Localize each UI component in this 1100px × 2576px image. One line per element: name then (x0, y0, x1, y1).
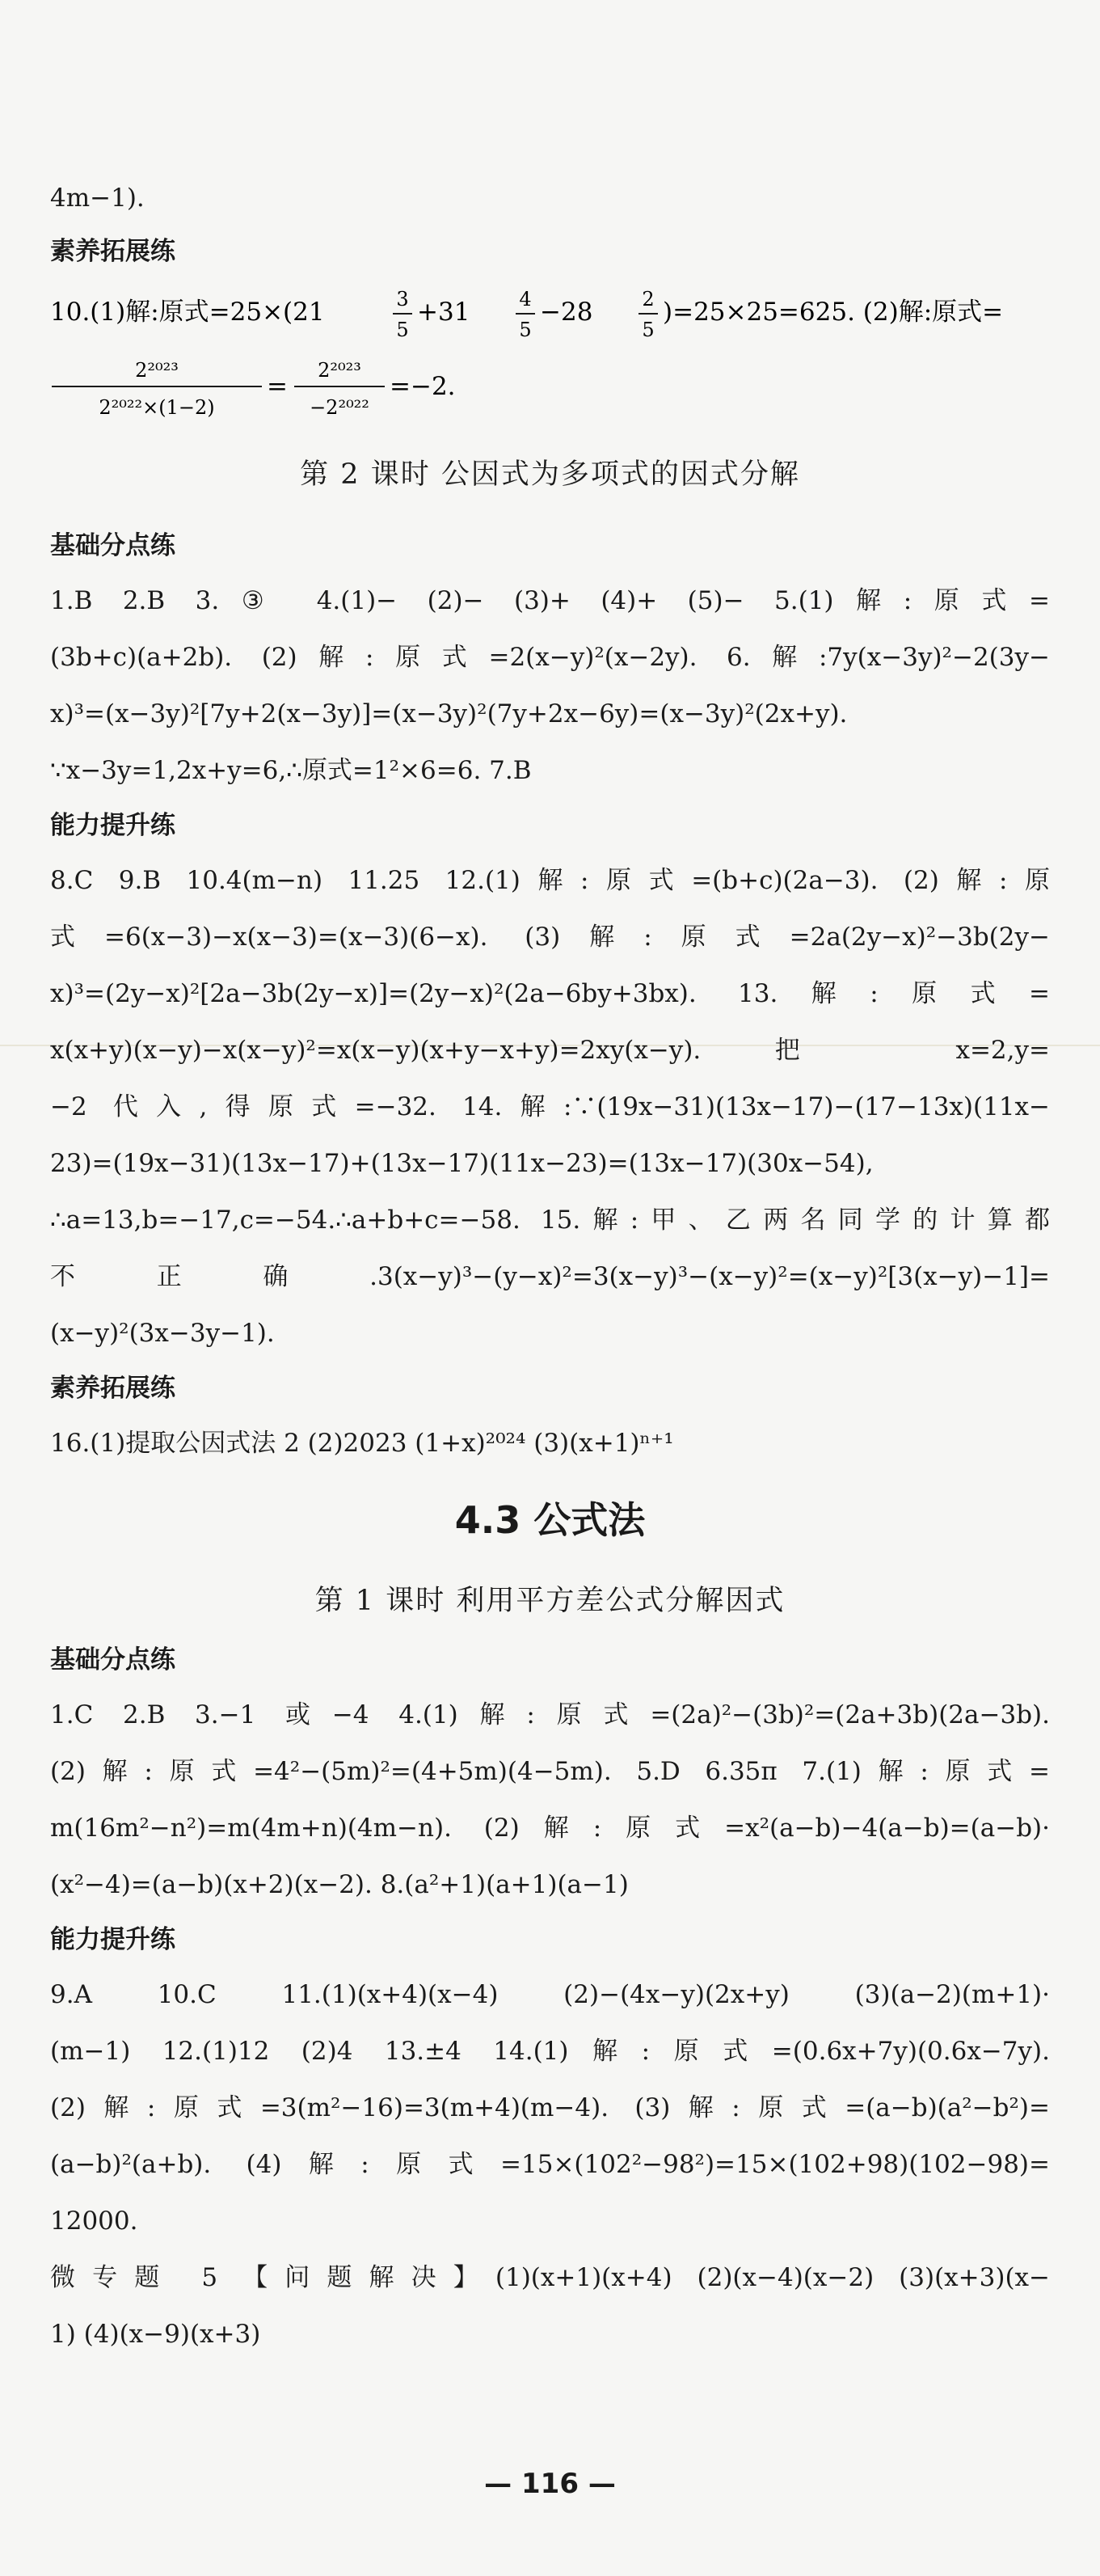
section-heading-jichu-2: 基础分点练 (50, 1645, 175, 1674)
jichu-answers-1 (50, 572, 1050, 799)
answer-line: (2)解:原式=3(m²−16)=3(m+4)(m−4). (3)解:原式=(a−b)(a²−b²)= (50, 2093, 1050, 2122)
nengli-answers-2 (50, 1966, 1050, 2249)
answer-line: 1) (4)(x−9)(x+3) (50, 2320, 261, 2349)
answer-line: ∵x−3y=1,2x+y=6,∴原式=1²×6=6. 7.B (50, 756, 532, 785)
q10-formula (50, 278, 1050, 349)
section-heading-suyang-2: 素养拓展练 (50, 1374, 175, 1403)
q10-eq: = (267, 372, 288, 401)
lesson-title-2: 第 2 课时 公因式为多项式的因式分解 (300, 458, 800, 491)
q10-fracB-den: −2²⁰²² (310, 396, 369, 419)
chapter-title: 4.3 公式法 (454, 1498, 646, 1542)
q10-line1 (50, 278, 1050, 349)
q10-text3: −28 (540, 298, 593, 327)
q10-fracA-num: 2²⁰²³ (135, 359, 179, 382)
jichu-answers-2 (50, 1687, 1050, 1913)
answer-line: 23)=(19x−31)(13x−17)+(13x−17)(11x−23)=(13x−17)(30x−54), (50, 1149, 874, 1178)
answer-line: (2)解:原式=4²−(5m)²=(4+5m)(4−5m). 5.D 6.35π 7.(1)解:原式= (50, 1757, 1050, 1786)
q10-frac1-den: 5 (396, 319, 409, 341)
page-number: — 116 — (484, 2468, 616, 2500)
q10-text1: 10.(1)解:原式=25×(21 (50, 298, 325, 327)
answer-line: m(16m²−n²)=m(4m+n)(4m−n). (2)解:原式=x²(a−b)−4(a−b)=(a−b)· (50, 1814, 1050, 1843)
answer-line: x(x+y)(x−y)−x(x−y)²=x(x−y)(x+y−x+y)=2xy(x−y).把 x=2,y= (50, 1036, 1050, 1065)
answer-line: (m−1) 12.(1)12 (2)4 13.±4 14.(1)解:原式=(0.6x+7y)(0.6x−7y). (50, 2037, 1050, 2066)
q10-line2 (50, 349, 1050, 430)
answer-line: 微专题 5 【问题解决】(1)(x+1)(x+4) (2)(x−4)(x−2) (3)(x+3)(x− (50, 2263, 1050, 2292)
q10-frac3-num: 2 (642, 288, 655, 310)
answer-line: x)³=(x−3y)²[7y+2(x−3y)]=(x−3y)²(7y+2x−6y)=(x−3y)²(2x+y). (50, 699, 848, 728)
answer-line: 9.A 10.C 11.(1)(x+4)(x−4) (2)−(4x−y)(2x+y) (3)(a−2)(m+1)· (50, 1980, 1050, 2009)
continued-line: 4m−1). (50, 184, 145, 213)
section-heading-nengli-1: 能力提升练 (50, 811, 175, 840)
answer-line: 不正确.3(x−y)³−(y−x)²=3(x−y)³−(x−y)²=(x−y)²[3(x−y)−1]= (50, 1262, 1050, 1291)
answer-line: (x²−4)=(a−b)(x+2)(x−2). 8.(a²+1)(a+1)(a−1) (50, 1870, 629, 1899)
top-block (50, 0, 1050, 213)
section-heading-jichu-1: 基础分点练 (50, 531, 175, 560)
answer-line: (x−y)²(3x−3y−1). (50, 1319, 275, 1348)
answer-line: 12000. (50, 2206, 138, 2236)
nengli-answers-1 (50, 852, 1050, 1362)
answer-line: x)³=(2y−x)²[2a−3b(2y−x)]=(2y−x)²(2a−6by+3bx). 13.解:原式= (50, 979, 1050, 1008)
answer-line: 式=6(x−3)−x(x−3)=(x−3)(6−x). (3)解:原式=2a(2y−x)²−3b(2y− (50, 923, 1050, 952)
q10-text4: )=25×25=625. (2)解:原式= (663, 298, 1004, 327)
section-heading-suyang: 素养拓展练 (50, 237, 175, 266)
q10-text2: +31 (417, 298, 470, 327)
answer-line: (3b+c)(a+2b). (2)解:原式=2(x−y)²(x−2y). 6.解:7y(x−3y)²−2(3y− (50, 643, 1050, 672)
q10-tail: =−2. (390, 372, 456, 401)
answer-line: 8.C 9.B 10.4(m−n) 11.25 12.(1)解:原式=(b+c)(2a−3). (2)解:原 (50, 866, 1050, 895)
q10-frac1-num: 3 (396, 288, 409, 310)
suyang-answer-16: 16.(1)提取公因式法 2 (2)2023 (1+x)²⁰²⁴ (3)(x+1)ⁿ⁺¹ (50, 1429, 674, 1458)
q10-fracB-num: 2²⁰²³ (318, 359, 361, 382)
answer-line: ∴a=13,b=−17,c=−54.∴a+b+c=−58. 15.解:甲、乙两名同学的计算都 (50, 1206, 1050, 1235)
section-heading-nengli-2: 能力提升练 (50, 1925, 175, 1954)
weizhuanti-answers (50, 2249, 1050, 2363)
q10-frac2-num: 4 (519, 288, 532, 310)
answer-line: (a−b)²(a+b). (4)解:原式=15×(102²−98²)=15×(102+98)(102−98)= (50, 2150, 1050, 2179)
page-content (50, 0, 1050, 2363)
answer-line: 1.B 2.B 3.③ 4.(1)− (2)− (3)+ (4)+ (5)− 5.(1)解:原式= (50, 586, 1050, 615)
answer-line: −2 代入,得原式=−32. 14.解:∵(19x−31)(13x−17)−(17−13x)(11x− (50, 1092, 1050, 1121)
q10-fractions (50, 349, 1050, 430)
answer-line: 1.C 2.B 3.−1 或−4 4.(1)解:原式=(2a)²−(3b)²=(2a+3b)(2a−3b). (50, 1700, 1050, 1729)
q10-frac2-den: 5 (519, 319, 532, 341)
q10-frac3-den: 5 (642, 319, 655, 341)
lesson-title-1: 第 1 课时 利用平方差公式分解因式 (314, 1585, 786, 1617)
q10-fracA-den: 2²⁰²²×(1−2) (99, 396, 215, 419)
